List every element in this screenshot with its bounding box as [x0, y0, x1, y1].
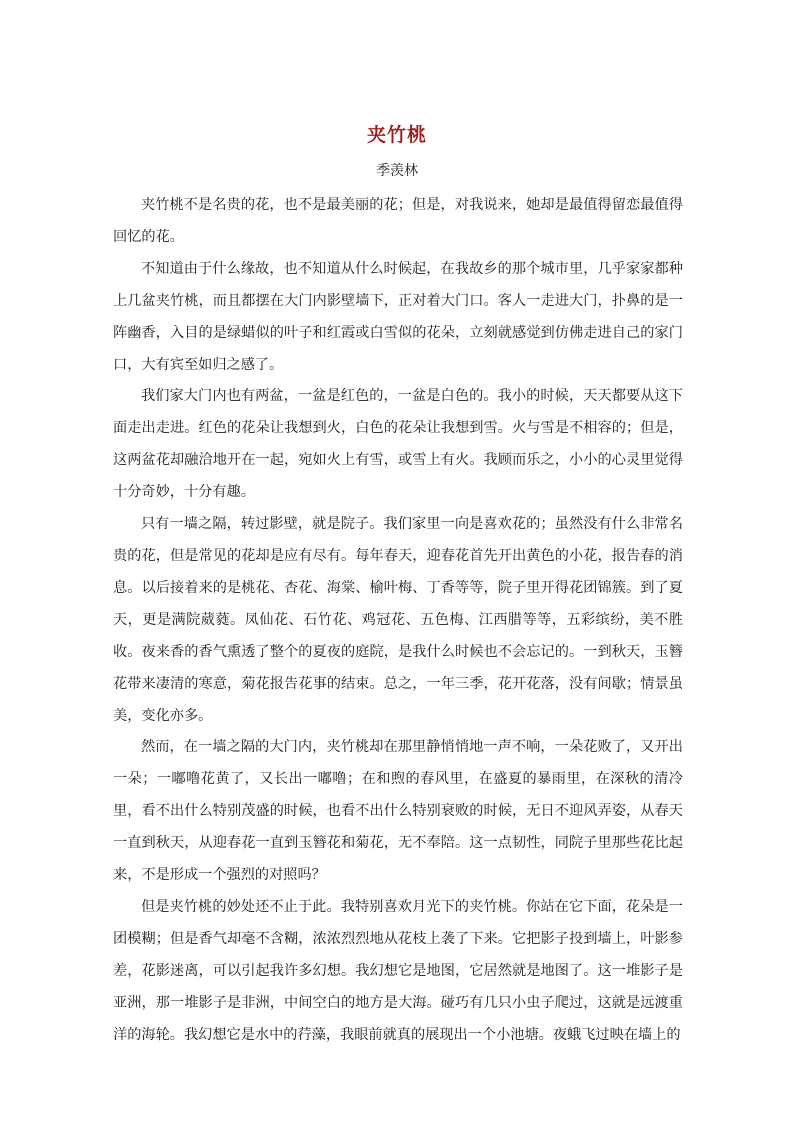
- document-author: 季羡林: [376, 163, 418, 179]
- paragraph: 不知道由于什么缘故，也不知道从什么时候起，在我故乡的那个城市里，几乎家家都种上几盆夹竹桃，而且都摆在大门内影壁墙下，正对着大门口。客人一走进大门，扑鼻的是一阵幽香，入目的是绿蜡似的叶子和红霞或白雪似的花朵，立刻就感觉到仿佛走进自己的家门口，大有宾至如归之感了。: [113, 260, 683, 373]
- document-title: 夹竹桃: [366, 124, 427, 146]
- paragraph: 但是夹竹桃的妙处还不止于此。我特别喜欢月光下的夹竹桃。你站在它下面，花朵是一团模糊；但是香气却毫不含糊，浓浓烈烈地从花枝上袭了下来。它把影子投到墙上，叶影参差，花影迷离，可以引起我许多幻想。我幻想它是地图，它居然就是地图了。这一堆影子是亚洲，那一堆影子是非洲，中间空白的地方是大海。碰巧有几只小虫子爬过，这就是远渡重洋的海轮。我幻想它是水中的荇藻，我眼前就真的展现出一个小池塘。夜蛾飞过映在墙上的: [113, 898, 683, 1043]
- paragraph: 只有一墙之隔，转过影壁，就是院子。我们家里一向是喜欢花的；虽然没有什么非常名贵的花，但是常见的花却是应有尽有。每年春天，迎春花首先开出黄色的小花，报告春的消息。以后接着来的是桃花、杏花、海棠、榆叶梅、丁香等等，院子里开得花团锦簇。到了夏天，更是满院葳蕤。凤仙花、石竹花、鸡冠花、五色梅、江西腊等等，五彩缤纷，美不胜收。夜来香的香气熏透了整个的夏夜的庭院，是我什么时候也不会忘记的。一到秋天，玉簪花带来凄清的寒意，菊花报告花事的结束。总之，一年三季，花开花落，没有间歇；情景虽美，变化亦多。: [113, 516, 683, 724]
- paragraph: 我们家大门内也有两盆，一盆是红色的，一盆是白色的。我小的时候，天天都要从这下面走出走进。红色的花朵让我想到火，白色的花朵让我想到雪。火与雪是不相容的；但是，这两盆花却融洽地开在一起，宛如火上有雪，或雪上有火。我顾而乐之，小小的心灵里觉得十分奇妙，十分有趣。: [113, 388, 683, 501]
- paragraph: 然而，在一墙之隔的大门内，夹竹桃却在那里静悄悄地一声不响，一朵花败了，又开出一朵；一嘟噜花黄了，又长出一嘟噜；在和煦的春风里，在盛夏的暴雨里，在深秋的清冷里，看不出什么特别茂盛的时候，也看不出什么特别衰败的时候，无日不迎风弄姿，从春天一直到秋天，从迎春花一直到玉簪花和菊花，无不奉陪。这一点韧性，同院子里那些花比起来，不是形成一个强烈的对照吗？: [113, 739, 683, 884]
- document-body: [113, 190, 683, 1051]
- paragraph: 夹竹桃不是名贵的花，也不是最美丽的花；但是，对我说来，她却是最值得留恋最值得回忆的花。: [113, 197, 683, 245]
